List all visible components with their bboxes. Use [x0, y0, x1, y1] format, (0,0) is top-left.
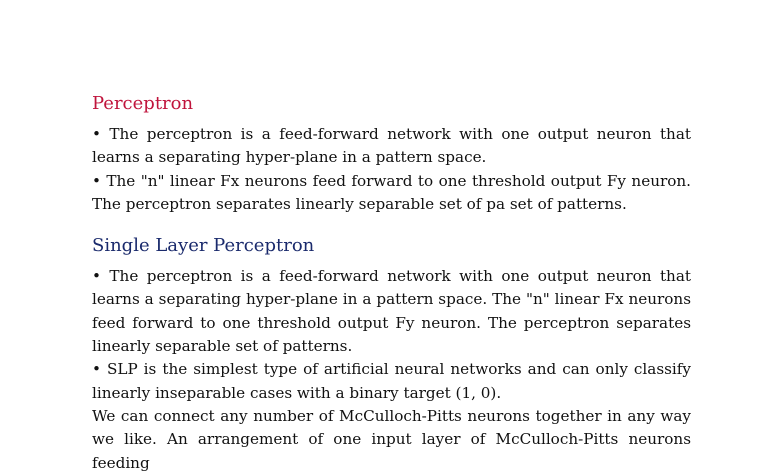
section-perceptron	[92, 92, 691, 216]
paragraph: • The perceptron is a feed-forward network with one output neuron that learns a separating hyper-plane in a pattern space.	[92, 125, 691, 167]
paragraph: • The perceptron is a feed-forward network with one output neuron that learns a separating hyper-plane in a pattern space. The "n" linear Fx neurons feed forward to one threshold output Fy neuron. The perceptron separates linearly separable set of patterns.	[92, 267, 691, 356]
paragraph: • The "n" linear Fx neurons feed forward to one threshold output Fy neuron. The perceptron separates linearly separable set of pa set of patterns.	[92, 171, 691, 213]
paragraph: • SLP is the simplest type of artificial neural networks and can only classify linearly inseparable cases with a binary target (1, 0).	[92, 360, 691, 402]
section-heading-perceptron: Perceptron	[92, 93, 194, 114]
section-heading-single-layer-perceptron: Single Layer Perceptron	[92, 235, 315, 257]
document-page	[92, 92, 691, 475]
section-single-layer-perceptron	[92, 234, 691, 475]
paragraph: We can connect any number of McCulloch-Pitts neurons together in any way we like. An arrangement of one input layer of McCulloch-Pitts neurons feeding	[92, 406, 691, 472]
